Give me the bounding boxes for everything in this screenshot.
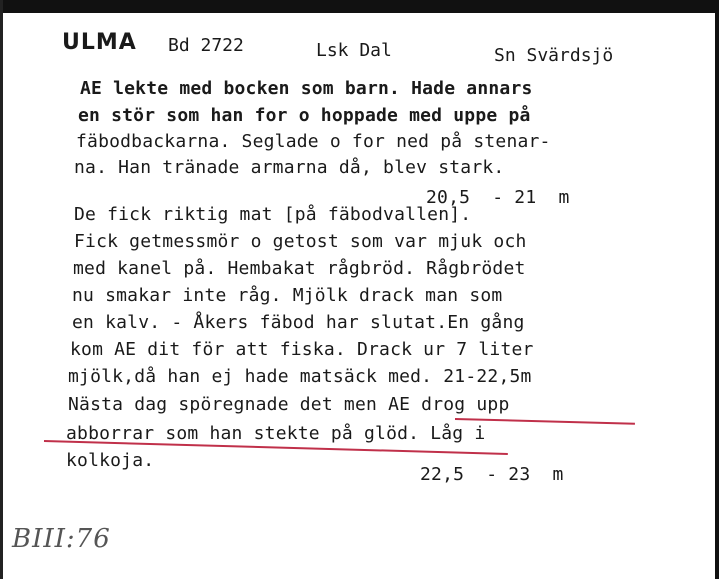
parish-label: Sn Svärdsjö <box>494 45 614 66</box>
card-right-edge <box>715 0 719 579</box>
body-line-15: kolkoja. <box>66 450 155 471</box>
body-line-10: en kalv. - Åkers fäbod har slutat.En gång <box>72 312 525 333</box>
body-line-4: na. Han tränade armarna då, blev stark. <box>74 157 505 178</box>
card-title: ULMA <box>62 30 137 55</box>
depth-range-2: 22,5 - 23 m <box>420 464 564 485</box>
card-top-edge <box>0 0 719 13</box>
body-line-9: nu smakar inte råg. Mjölk drack man som <box>72 285 503 306</box>
body-line-8: med kanel på. Hembakat rågbröd. Rågbrödet <box>73 258 526 279</box>
body-line-1: AE lekte med bocken som barn. Hade annars <box>80 78 533 99</box>
body-line-2: en stör som han for o hoppade med uppe på <box>78 105 531 126</box>
body-line-6: De fick riktig mat [på fäbodvallen]. <box>74 204 472 225</box>
body-line-12: mjölk,då han ej hade matsäck med. 21-22,5m <box>68 366 532 387</box>
body-line-11: kom AE dit för att fiska. Drack ur 7 liter <box>70 339 534 360</box>
body-line-7: Fick getmessmör o getost som var mjuk och <box>74 231 527 252</box>
depth-range-1: 20,5 - 21 m <box>426 187 570 208</box>
body-line-13: Nästa dag spöregnade det men AE drog upp <box>68 394 510 415</box>
volume-label: Bd 2722 <box>168 35 244 56</box>
page-reference: BIII:76 <box>12 524 111 554</box>
card-left-edge <box>0 0 3 579</box>
body-line-14: abborrar som han stekte på glöd. Låg i <box>66 423 486 444</box>
district-label: Lsk Dal <box>316 40 392 61</box>
body-line-3: fäbodbackarna. Seglade o for ned på stenar- <box>76 131 551 152</box>
